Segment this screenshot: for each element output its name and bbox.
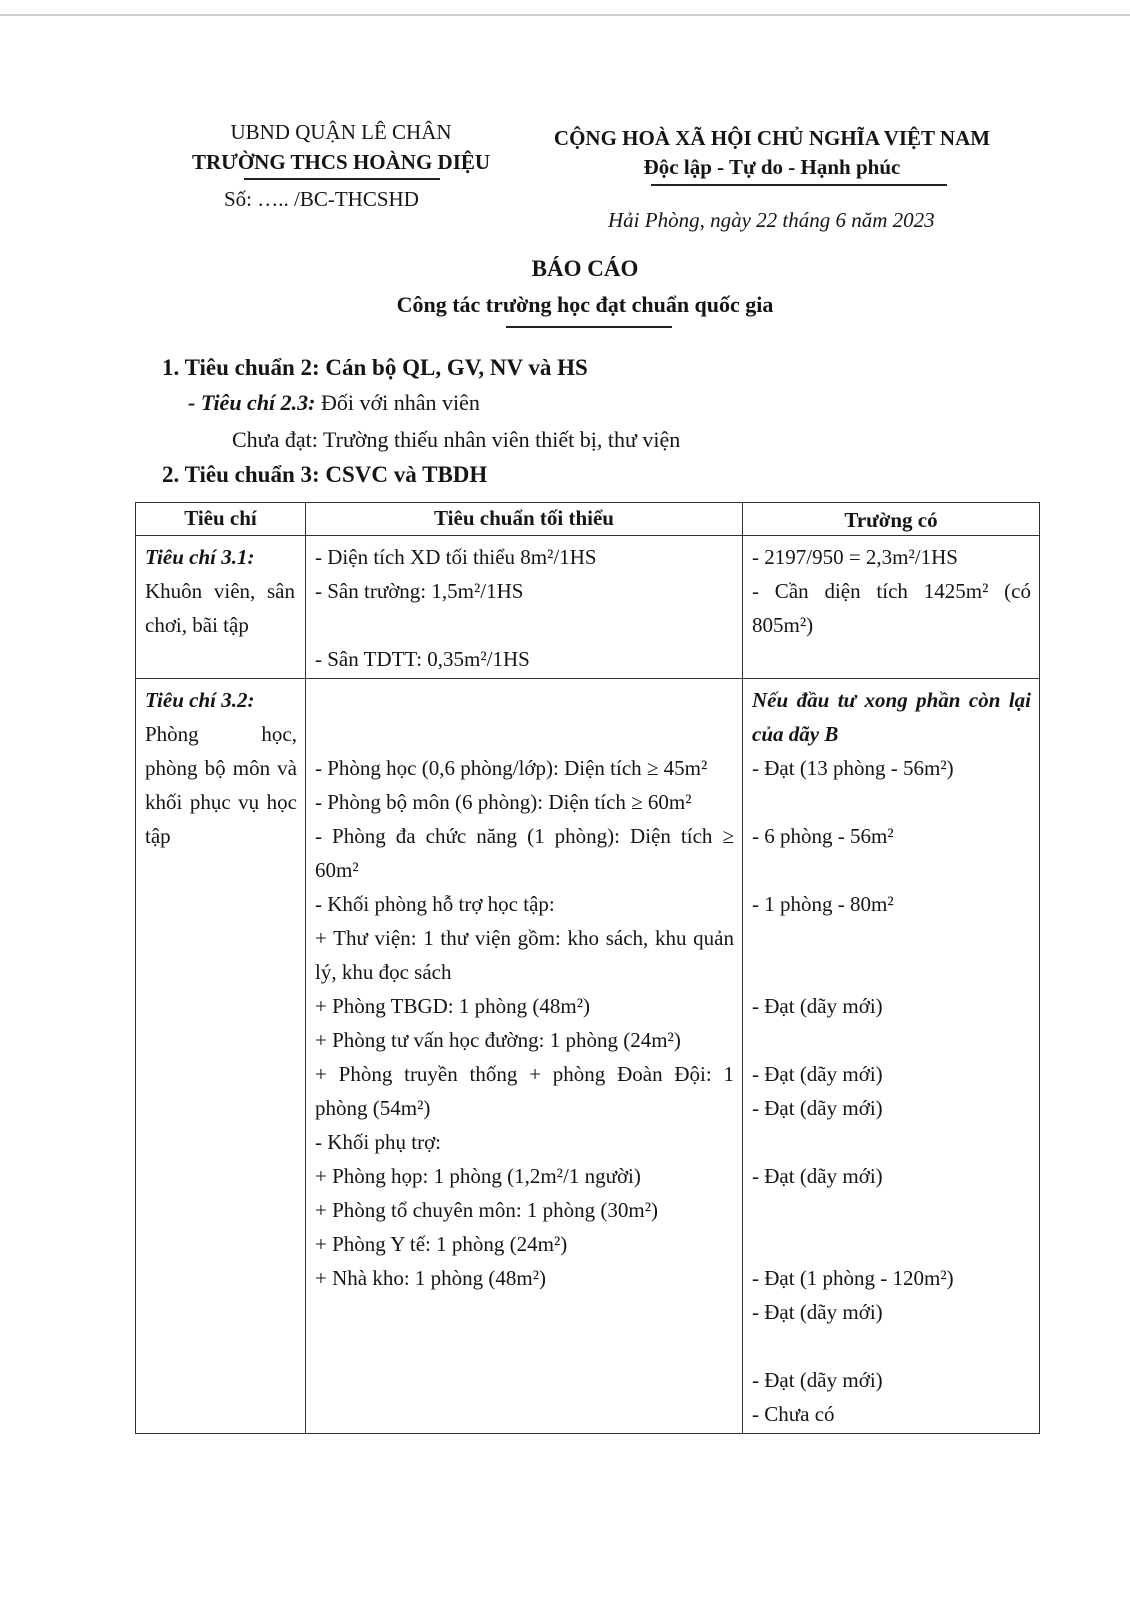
row2-standard-13: + Nhà kho: 1 phòng (48m²) — [315, 1266, 547, 1290]
row2-school-7: - Đạt (dãy mới) — [752, 1164, 883, 1188]
row1-standard-cell — [306, 536, 743, 679]
criteria-table — [135, 502, 1040, 1434]
nation-motto: Độc lập - Tự do - Hạnh phúc — [643, 155, 901, 179]
scan-edge-line — [0, 14, 1130, 16]
row2-standard-7: + Phòng tư vấn học đường: 1 phòng (24m²) — [315, 1028, 681, 1052]
row2-spacer — [752, 785, 1031, 819]
row2-spacer — [752, 955, 1031, 989]
row2-criterion-desc: Phòng học, phòng bộ môn và khối phục vụ học tập — [145, 722, 297, 848]
row2-criterion-cell — [136, 679, 306, 1434]
row2-school-3: - 1 phòng - 80m² — [752, 892, 894, 916]
criterion-2-3-text: Đối với nhân viên — [315, 390, 480, 415]
row2-standard-cell — [306, 679, 743, 1434]
table-row — [136, 536, 1040, 679]
row1-standard-3: - Sân TDTT: 0,35m²/1HS — [315, 647, 530, 671]
row1-standard-2: - Sân trường: 1,5m²/1HS — [315, 579, 524, 603]
row2-spacer — [752, 1023, 1031, 1057]
school-name: TRƯỜNG THCS HOÀNG DIỆU — [191, 150, 491, 174]
row2-standard-8: + Phòng truyền thống + phòng Đoàn Đội: 1 phòng (54m²) — [315, 1062, 734, 1120]
row1-school-2: - Cần diện tích 1425m² (có 805m²) — [752, 579, 1031, 637]
row2-spacer — [752, 1227, 1031, 1261]
row2-standard-3: - Phòng đa chức năng (1 phòng): Diện tích ≥ 60m² — [315, 824, 734, 882]
row2-spacer — [752, 1125, 1031, 1159]
header-minimum-standard: Tiêu chuẩn tối thiểu — [306, 503, 743, 536]
row2-school-11: - Chưa có — [752, 1402, 835, 1426]
row2-school-8: - Đạt (1 phòng - 120m²) — [752, 1266, 954, 1290]
row2-spacer — [752, 853, 1031, 887]
nation-title: CỘNG HOÀ XÃ HỘI CHỦ NGHĨA VIỆT NAM — [553, 126, 991, 150]
criterion-2-3-status: Chưa đạt: Trường thiếu nhân viên thiết bị, thư viện — [232, 427, 681, 452]
row2-spacer — [752, 1193, 1031, 1227]
row2-standard-9: - Khối phụ trợ: — [315, 1130, 442, 1154]
row1-spacer — [315, 608, 734, 642]
row2-standard-6: + Phòng TBGD: 1 phòng (48m²) — [315, 994, 591, 1018]
row2-standard-12: + Phòng Y tế: 1 phòng (24m²) — [315, 1232, 568, 1256]
table-row — [136, 679, 1040, 1434]
row2-school-4: - Đạt (dãy mới) — [752, 994, 883, 1018]
row1-school-cell — [743, 536, 1040, 679]
agency-name: UBND QUẬN LÊ CHÂN — [230, 120, 452, 144]
criterion-2-3 — [188, 390, 480, 416]
motto-underline — [651, 184, 947, 186]
row2-criterion-title: Tiêu chí 3.2: — [145, 688, 255, 712]
row2-spacer — [752, 1329, 1031, 1363]
table-header-row — [136, 503, 1040, 536]
row2-standard-10: + Phòng họp: 1 phòng (1,2m²/1 người) — [315, 1164, 641, 1188]
row2-school-cell — [743, 679, 1040, 1434]
row2-school-6: - Đạt (dãy mới) — [752, 1096, 883, 1120]
row2-spacer — [752, 921, 1031, 955]
row1-criterion-desc: Khuôn viên, sân chơi, bãi tập — [145, 579, 295, 637]
row2-standard-11: + Phòng tổ chuyên môn: 1 phòng (30m²) — [315, 1198, 659, 1222]
row2-standard-4: - Khối phòng hỗ trợ học tập: — [315, 892, 555, 916]
row2-school-9: - Đạt (dãy mới) — [752, 1300, 883, 1324]
criterion-2-3-label: - Tiêu chí 2.3: — [188, 390, 316, 415]
row2-standard-1: - Phòng học (0,6 phòng/lớp): Diện tích ≥ 45m² — [315, 756, 708, 780]
row2-school-1: - Đạt (13 phòng - 56m²) — [752, 756, 954, 780]
row2-school-10: - Đạt (dãy mới) — [752, 1368, 883, 1392]
row2-school-2: - 6 phòng - 56m² — [752, 824, 894, 848]
report-subtitle: Công tác trường học đạt chuẩn quốc gia — [396, 292, 774, 317]
row2-note: Nếu đầu tư xong phần còn lại của dãy B — [752, 688, 1031, 746]
header-school-has: Trường có — [743, 503, 1040, 536]
section2-heading: 2. Tiêu chuẩn 3: CSVC và TBDH — [162, 462, 488, 487]
row1-criterion-cell — [136, 536, 306, 679]
row1-school-1: - 2197/950 = 2,3m²/1HS — [752, 545, 958, 569]
place-date: Hải Phòng, ngày 22 tháng 6 năm 2023 — [608, 208, 935, 232]
row1-standard-1: - Diện tích XD tối thiểu 8m²/1HS — [315, 545, 597, 569]
row2-standard-2: - Phòng bộ môn (6 phòng): Diện tích ≥ 60m² — [315, 790, 692, 814]
school-underline — [244, 178, 440, 180]
row2-school-5: - Đạt (dãy mới) — [752, 1062, 883, 1086]
section1-heading: 1. Tiêu chuẩn 2: Cán bộ QL, GV, NV và HS — [162, 355, 588, 380]
report-title: BÁO CÁO — [531, 256, 639, 281]
row1-criterion-title: Tiêu chí 3.1: — [145, 545, 255, 569]
header-criterion: Tiêu chí — [136, 503, 306, 536]
row2-standard-5: + Thư viện: 1 thư viện gồm: kho sách, khu quản lý, khu đọc sách — [315, 926, 734, 984]
subtitle-underline — [506, 326, 672, 328]
document-number: Số: ….. /BC-THCSHD — [224, 187, 419, 211]
